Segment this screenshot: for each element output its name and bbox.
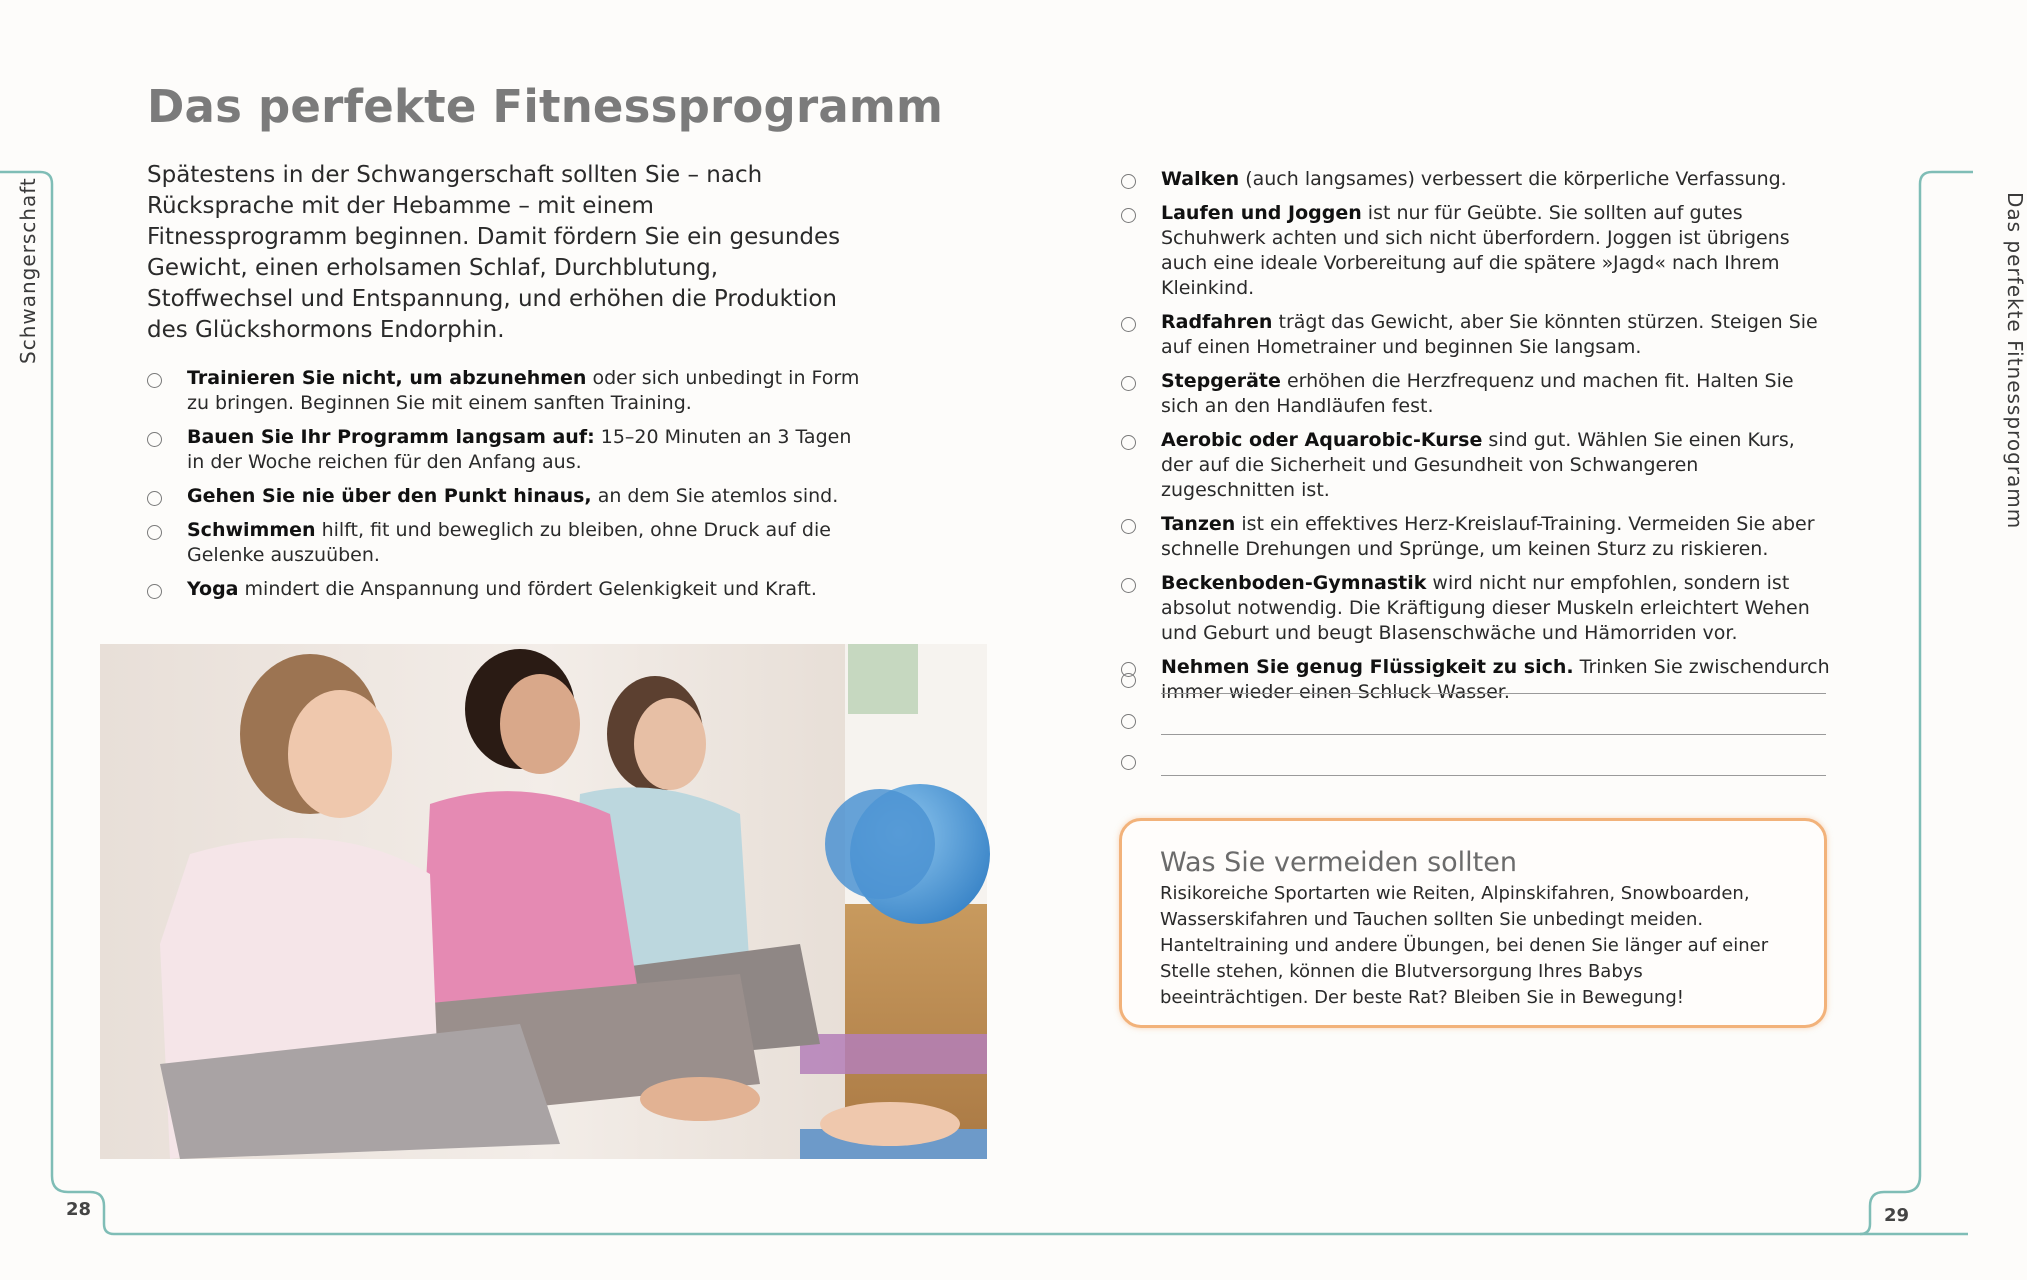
- item-lead: Beckenboden-Gymnastik: [1161, 572, 1427, 594]
- bullet-icon: [1121, 673, 1136, 688]
- item-lead: Stepgeräte: [1161, 370, 1281, 392]
- bullet-icon: [147, 432, 162, 447]
- item-lead: Laufen und Joggen: [1161, 202, 1362, 224]
- underline: [1161, 775, 1826, 776]
- list-item: [1121, 310, 1831, 360]
- item-lead: Yoga: [187, 578, 239, 600]
- tips-list-left: [147, 366, 867, 611]
- avoid-box-text: Risikoreiche Sportarten wie Reiten, Alpinskifahren, Snowboarden, Wasserskifahren und Tauchen sollten Sie unbedingt meiden. Hanteltraining und andere Übungen, bei denen Sie länger auf einer Stelle stehen, können die Blutversorgung Ihres Babys beeinträchtigen. Der beste Rat? Bleiben Sie in Bewegung!: [1160, 883, 1769, 1008]
- item-text: trägt das Gewicht, aber Sie könnten stürzen. Steigen Sie auf einen Hometrainer und beginnen Sie langsam.: [1161, 311, 1818, 358]
- item-text: erhöhen die Herzfrequenz und machen fit. Halten Sie sich an den Handläufen fest.: [1161, 370, 1794, 417]
- list-item: [147, 577, 867, 602]
- avoid-info-box: [1119, 818, 1827, 1028]
- item-text: ist ein effektives Herz-Kreislauf-Training. Vermeiden Sie aber schnelle Drehungen und Sprünge, um keinen Sturz zu riskieren.: [1161, 513, 1815, 560]
- list-item: [1121, 369, 1831, 419]
- list-item: [1121, 571, 1831, 646]
- list-item: [147, 366, 867, 416]
- yoga-photo: [100, 644, 987, 1159]
- item-text: hilft, fit und beweglich zu bleiben, ohne Druck auf die Gelenke auszuüben.: [187, 519, 831, 566]
- bullet-icon: [147, 584, 162, 599]
- list-item: [1121, 201, 1831, 301]
- blank-note-line-3[interactable]: [1121, 750, 1831, 776]
- list-item: [147, 484, 867, 509]
- bullet-icon: [1121, 376, 1136, 391]
- bullet-icon: [1121, 755, 1136, 770]
- item-text: oder sich unbedingt in Form zu bringen. Beginnen Sie mit einem sanften Training.: [187, 367, 860, 414]
- item-lead: Walken: [1161, 168, 1240, 190]
- bullet-icon: [147, 525, 162, 540]
- underline: [1161, 734, 1826, 735]
- item-lead: Trainieren Sie nicht, um abzunehmen: [187, 367, 587, 389]
- blank-note-line-2[interactable]: [1121, 709, 1831, 735]
- item-text: Trinken Sie zwischendurch immer wieder einen Schluck Wasser.: [1161, 656, 1830, 703]
- bullet-icon: [1121, 578, 1136, 593]
- bullet-icon: [1121, 317, 1136, 332]
- blank-note-line-1[interactable]: [1121, 668, 1831, 694]
- section-side-label: Schwangerschaft: [16, 177, 40, 364]
- list-item: [147, 518, 867, 568]
- tips-list-right: [1121, 167, 1831, 714]
- item-text: 15–20 Minuten an 3 Tagen in der Woche reichen für den Anfang aus.: [187, 426, 852, 473]
- list-item: [147, 425, 867, 475]
- item-lead: Nehmen Sie genug Flüssigkeit zu sich.: [1161, 656, 1574, 678]
- chapter-side-label: Das perfekte Fitnessprogramm: [2003, 192, 2027, 530]
- item-text: wird nicht nur empfohlen, sondern ist absolut notwendig. Die Kräftigung dieser Muskeln erleichtert Wehen und Geburt und beugt Blasenschwäche und Hämorriden vor.: [1161, 572, 1810, 644]
- item-text: mindert die Anspannung und fördert Gelenkigkeit und Kraft.: [238, 578, 817, 600]
- bullet-icon: [1121, 435, 1136, 450]
- item-lead: Schwimmen: [187, 519, 316, 541]
- bullet-icon: [1121, 174, 1136, 189]
- page-title: Das perfekte Fitnessprogramm: [147, 80, 944, 133]
- item-text: ist nur für Geübte. Sie sollten auf gutes Schuhwerk achten und sich nicht überfordern. Joggen ist übrigens auch eine ideale Vorbereitung auf die spätere »Jagd« nach Ihrem Kleinkind.: [1161, 202, 1790, 299]
- avoid-box-title: Was Sie vermeiden sollten: [1160, 847, 1517, 878]
- bullet-icon: [1121, 714, 1136, 729]
- list-item: [1121, 512, 1831, 562]
- item-lead: Gehen Sie nie über den Punkt hinaus,: [187, 485, 592, 507]
- item-lead: Radfahren: [1161, 311, 1273, 333]
- item-lead: Aerobic oder Aquarobic-Kurse: [1161, 429, 1483, 451]
- pregnant-women-yoga-image: [100, 644, 987, 1159]
- item-text: (auch langsames) verbessert die körperliche Verfassung.: [1239, 168, 1787, 190]
- item-text: an dem Sie atemlos sind.: [591, 485, 839, 507]
- item-lead: Tanzen: [1161, 513, 1236, 535]
- item-lead: Bauen Sie Ihr Programm langsam auf:: [187, 426, 595, 448]
- list-item: [1121, 167, 1831, 192]
- underline: [1161, 693, 1826, 694]
- page-number-left: 28: [66, 1199, 92, 1220]
- intro-paragraph: Spätestens in der Schwangerschaft sollten Sie – nach Rücksprache mit der Hebamme – mit einem Fitnessprogramm beginnen. Damit fördern Sie ein gesundes Gewicht, einen erholsamen Schlaf, Durchblutung, Stoffwechsel und Entspannung, und erhöhen die Produktion des Glückshormons Endorphin.: [147, 162, 841, 343]
- bullet-icon: [147, 491, 162, 506]
- bullet-icon: [1121, 519, 1136, 534]
- item-text: sind gut. Wählen Sie einen Kurs, der auf die Sicherheit und Gesundheit von Schwangeren zugeschnitten ist.: [1161, 429, 1795, 501]
- bullet-icon: [1121, 208, 1136, 223]
- list-item: [1121, 428, 1831, 503]
- bullet-icon: [147, 373, 162, 388]
- page-number-right: 29: [1884, 1205, 1910, 1226]
